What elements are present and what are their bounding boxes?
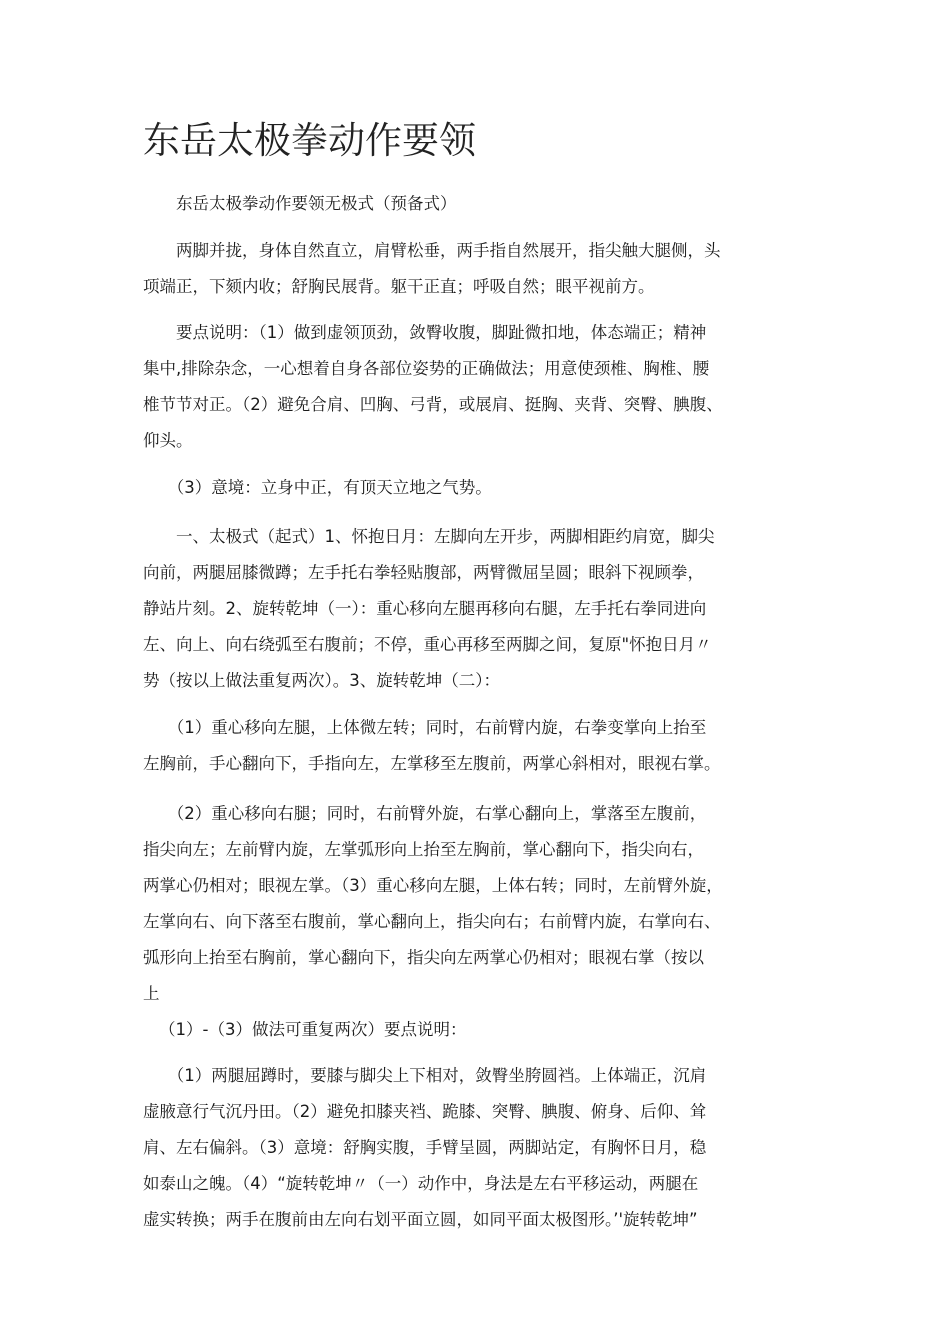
text-line: 弧形向上抬至右胸前，掌心翻向下，指尖向左两掌心仍相对；眼视右掌（按以 <box>143 948 704 967</box>
text-line: 项端正，下颏内收；舒胸民展背。躯干正直；呼吸自然；眼平视前方。 <box>143 277 655 296</box>
paragraph-wuji-description <box>143 233 815 305</box>
text-line: （1）-（3）做法可重复两次）要点说明： <box>159 1020 467 1039</box>
paragraph-wuji-heading <box>143 186 815 222</box>
text-line: 集中,排除杂念，一心想着自身各部位姿势的正确做法；用意使颈椎、胸椎、腰 <box>143 359 710 378</box>
paragraph-key-points-3 <box>143 1058 815 1238</box>
text-line: 椎节节对正。（2）避免合肩、凹胸、弓背，或展肩、挺胸、夹背、突臀、腆腹、 <box>143 395 723 414</box>
paragraph-key-points-1 <box>143 315 815 459</box>
text-line: 要点说明：（1）做到虚领顶劲，敛臀收腹，脚趾微扣地，体态端正；精神 <box>143 323 707 342</box>
paragraph-step-2-3 <box>143 796 815 1048</box>
text-line: 虚腋意行气沉丹田。（2）避免扣膝夹裆、跪膝、突臀、腆腹、俯身、后仰、耸 <box>143 1102 707 1121</box>
text-line: 向前，两腿屈膝微蹲；左手托右拳轻贴腹部，两臂微屈呈圆；眼斜下视顾拳， <box>143 563 704 582</box>
text-line: 仰头。 <box>143 431 193 450</box>
text-line: 两掌心仍相对；眼视左掌。（3）重心移向左腿，上体右转；同时，左前臂外旋， <box>143 876 723 895</box>
text-line: 静站片刻。2、旋转乾坤（一）：重心移向左腿再移向右腿，左手托右拳同进向 <box>143 599 707 618</box>
text-line: 东岳太极拳动作要领无极式（预备式） <box>143 194 457 213</box>
paragraph-taiji-start <box>143 519 815 699</box>
text-line: 肩、左右偏斜。（3）意境：舒胸实腹，手臂呈圆，两脚站定，有胸怀日月，稳 <box>143 1138 707 1157</box>
text-line: 一、太极式（起式）1、怀抱日月：左脚向左开步，两脚相距约肩宽，脚尖 <box>143 527 715 546</box>
text-line: 指尖向左；左前臂内旋，左掌弧形向上抬至左胸前，掌心翻向下，指尖向右， <box>143 840 704 859</box>
text-line: （2）重心移向右腿；同时，右前臂外旋，右掌心翻向上，掌落至左腹前， <box>143 804 707 823</box>
paragraph-step-1 <box>143 710 815 782</box>
text-line: 上 <box>143 984 160 1003</box>
paragraph-key-points-2 <box>143 470 815 506</box>
text-line: 两脚并拢，身体自然直立，肩臂松垂，两手指自然展开，指尖触大腿侧，头 <box>143 241 721 260</box>
page-title: 东岳太极拳动作要领 <box>143 119 476 162</box>
text-line: 如泰山之魄。（4）“旋转乾坤〃（一）动作中，身法是左右平移运动，两腿在 <box>143 1174 699 1193</box>
text-line: 左掌向右、向下落至右腹前，掌心翻向上，指尖向右；右前臂内旋，右掌向右、 <box>143 912 721 931</box>
text-line: （1）重心移向左腿，上体微左转；同时，右前臂内旋，右拳变掌向上抬至 <box>143 718 707 737</box>
text-line: （1）两腿屈蹲时，要膝与脚尖上下相对，敛臀坐胯圆裆。上体端正，沉肩 <box>143 1066 707 1085</box>
text-line: 左、向上、向右绕弧至右腹前；不停，重心再移至两脚之间，复原"怀抱日月〃 <box>143 635 712 654</box>
text-line: 虚实转换；两手在腹前由左向右划平面立圆，如同平面太极图形。’'旋转乾坤” <box>143 1210 698 1229</box>
text-line: （3）意境：立身中正，有顶天立地之气势。 <box>143 478 492 497</box>
text-line: 势（按以上做法重复两次）。3、旋转乾坤（二）： <box>143 671 500 690</box>
text-line: 左胸前，手心翻向下，手指向左，左掌移至左腹前，两掌心斜相对，眼视右掌。 <box>143 754 721 773</box>
